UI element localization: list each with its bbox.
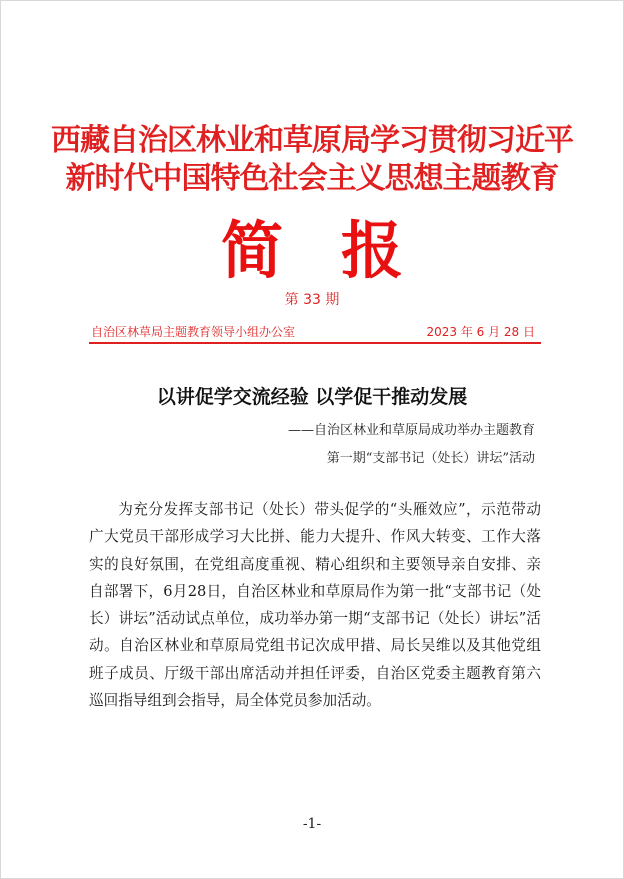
issue-number: 第 33 期 <box>284 292 340 308</box>
masthead-line-2: 新时代中国特色社会主义思想主题教育 <box>65 161 559 196</box>
page-number: -1- <box>302 816 322 832</box>
issuing-office: 自治区林草局主题教育领导小组办公室 <box>91 325 296 339</box>
issue-date: 2023 年 6 月 28 日 <box>426 325 535 339</box>
bulletin-name: 简报 <box>220 214 461 287</box>
article-title: 以讲促学交流经验 以学促干推动发展 <box>156 386 468 408</box>
article-paragraph: 为充分发挥支部书记（处长）带头促学的“头雁效应”，示范带动广大党员干部形成学习大比拼、能力大提升、作风大转变、工作大落实的良好氛围，在党组高度重视、精心组织和主要领导亲自安排、亲自部署下，6月28日，自治区林业和草原局作为第一批“支部书记（处长）讲坛”活动试点单位，成功举办第一期“支部书记（处长）讲坛”活动。自治区林业和草原局党组书记次成甲措、局长吴维以及其他党组班子成员、厅级干部出席活动并担任评委，自治区党委主题教育第六巡回指导组到会指导，局全体党员参加活动。 <box>89 501 541 710</box>
article-subtitle-line-1: ——自治区林业和草原局成功举办主题教育 <box>287 423 535 438</box>
red-divider-line <box>89 342 541 344</box>
masthead-line-1: 西藏自治区林业和草原局学习贯彻习近平 <box>51 123 573 158</box>
article-subtitle-line-2: 第一期“支部书记（处长）讲坛”活动 <box>326 451 535 466</box>
